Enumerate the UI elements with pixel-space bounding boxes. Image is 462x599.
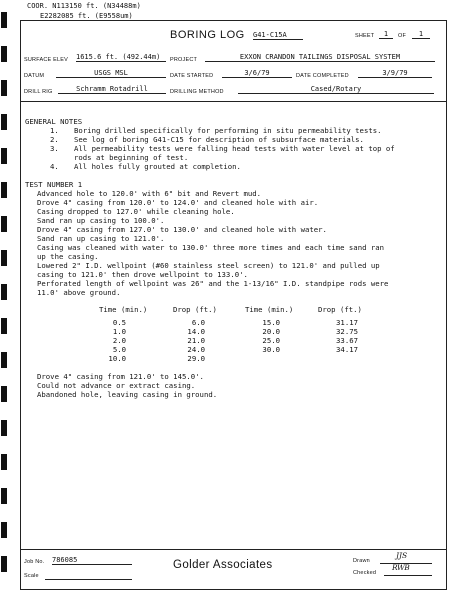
of-label: OF — [398, 33, 407, 39]
col-header-drop: Drop (ft.) — [318, 305, 362, 314]
datum-label: DATUM — [24, 73, 45, 79]
drawn-initials: JJS — [396, 551, 408, 560]
table-cell: 5.0 — [112, 345, 126, 354]
job-no-value: 786085 — [52, 556, 132, 565]
log-frame — [20, 20, 447, 590]
drawn-label: Drawn — [353, 558, 370, 564]
scale-label: Scale — [24, 573, 39, 579]
col-header-drop: Drop (ft.) — [173, 305, 217, 314]
datum-value: USGS MSL — [56, 69, 166, 78]
test-heading: TEST NUMBER 1 — [25, 180, 83, 189]
table-cell: 31.17 — [336, 318, 358, 327]
coords-line-2: E2282085 ft. (E9558um) — [40, 12, 133, 20]
note-text: Boring drilled specifically for performing in situ permeability tests. — [74, 126, 382, 135]
scale-blank — [45, 579, 132, 580]
note-text: All permeability tests were falling head tests with water level at top of rods at beginning of test. — [74, 144, 395, 162]
notes-heading: GENERAL NOTES — [25, 117, 83, 126]
note-text: All holes fully grouted at completion. — [74, 162, 241, 171]
table-cell: 0.5 — [112, 318, 126, 327]
project-label: PROJECT — [170, 57, 198, 63]
project-value: EXXON CRANDON TAILINGS DISPOSAL SYSTEM — [205, 53, 435, 62]
surface-elev-label: SURFACE ELEV — [24, 57, 68, 63]
note-number: 1. — [50, 126, 59, 135]
table-cell: 25.0 — [262, 336, 280, 345]
table-cell: 10.0 — [108, 354, 126, 363]
sheet-total: 1 — [412, 30, 430, 39]
table-cell: 24.0 — [187, 345, 205, 354]
table-cell: 33.67 — [336, 336, 358, 345]
coords-line-1: COOR. N113150 ft. (N34488m) — [27, 2, 141, 10]
note-number: 2. — [50, 135, 59, 144]
drill-rig-label: DRILL RIG — [24, 89, 53, 95]
col-header-time: Time (min.) — [245, 305, 294, 314]
page-title: BORING LOG — [170, 29, 245, 41]
sheet-label: SHEET — [355, 33, 375, 39]
table-cell: 14.0 — [187, 327, 205, 336]
table-cell: 21.0 — [187, 336, 205, 345]
table-cell: 29.0 — [187, 354, 205, 363]
note-number: 3. — [50, 144, 59, 153]
note-number: 4. — [50, 162, 59, 171]
surface-elev-value: 1615.6 ft. (492.44m) — [76, 53, 166, 62]
table-cell: 6.0 — [191, 318, 205, 327]
footer-divider — [20, 549, 447, 550]
date-completed-label: DATE COMPLETED — [296, 73, 349, 79]
col-header-time: Time (min.) — [99, 305, 148, 314]
table-cell: 15.0 — [262, 318, 280, 327]
date-started-value: 3/6/79 — [222, 69, 292, 78]
table-cell: 1.0 — [112, 327, 126, 336]
drill-rig-value: Schramm Rotadrill — [58, 85, 166, 94]
table-cell: 20.0 — [262, 327, 280, 336]
company-name: Golder Associates — [173, 559, 273, 571]
test-description: Advanced hole to 120.0' with 6" bit and Revert mud. Drove 4" casing from 120.0' to 124.0' and cleaned hole with air. Casing dropped to 127.0' while cleaning hole. Sand ran up casing to 100.0'. Drove 4" casing from 127.0' to 130.0' and cleaned hole with water. Sand ran up casing to 121.0'. Casing was cleaned with water to 130.0' three more times and each time sand ran up the casing. Lowered 2" I.D. wellpoint (#60 stainless steel screen) to 121.0' and pulled up casing to 121.0' then drove wellpoint to 133.0'. Perforated length of wellpoint was 26" and the 1-13/16" I.D. standpipe rods were 11.0' above ground. — [37, 189, 389, 297]
job-no-label: Job No. — [24, 559, 45, 565]
table-cell: 34.17 — [336, 345, 358, 354]
drilling-method-value: Cased/Rotary — [238, 85, 434, 94]
date-completed-value: 3/9/79 — [358, 69, 432, 78]
note-text: See log of boring G41-C15 for description of subsurface materials. — [74, 135, 364, 144]
checked-label: Checked — [353, 570, 377, 576]
header-divider — [20, 101, 447, 102]
boring-id: G41-C15A — [253, 31, 303, 40]
checked-initials: RWB — [392, 563, 410, 572]
table-cell: 32.75 — [336, 327, 358, 336]
date-started-label: DATE STARTED — [170, 73, 214, 79]
checked-line — [384, 565, 432, 576]
table-cell: 2.0 — [112, 336, 126, 345]
sheet-number: 1 — [379, 30, 393, 39]
test-closing: Drove 4" casing from 121.0' to 145.0'. Could not advance or extract casing. Abandoned hole, leaving casing in ground. — [37, 372, 218, 399]
table-cell: 30.0 — [262, 345, 280, 354]
drilling-method-label: DRILLING METHOD — [170, 89, 224, 95]
